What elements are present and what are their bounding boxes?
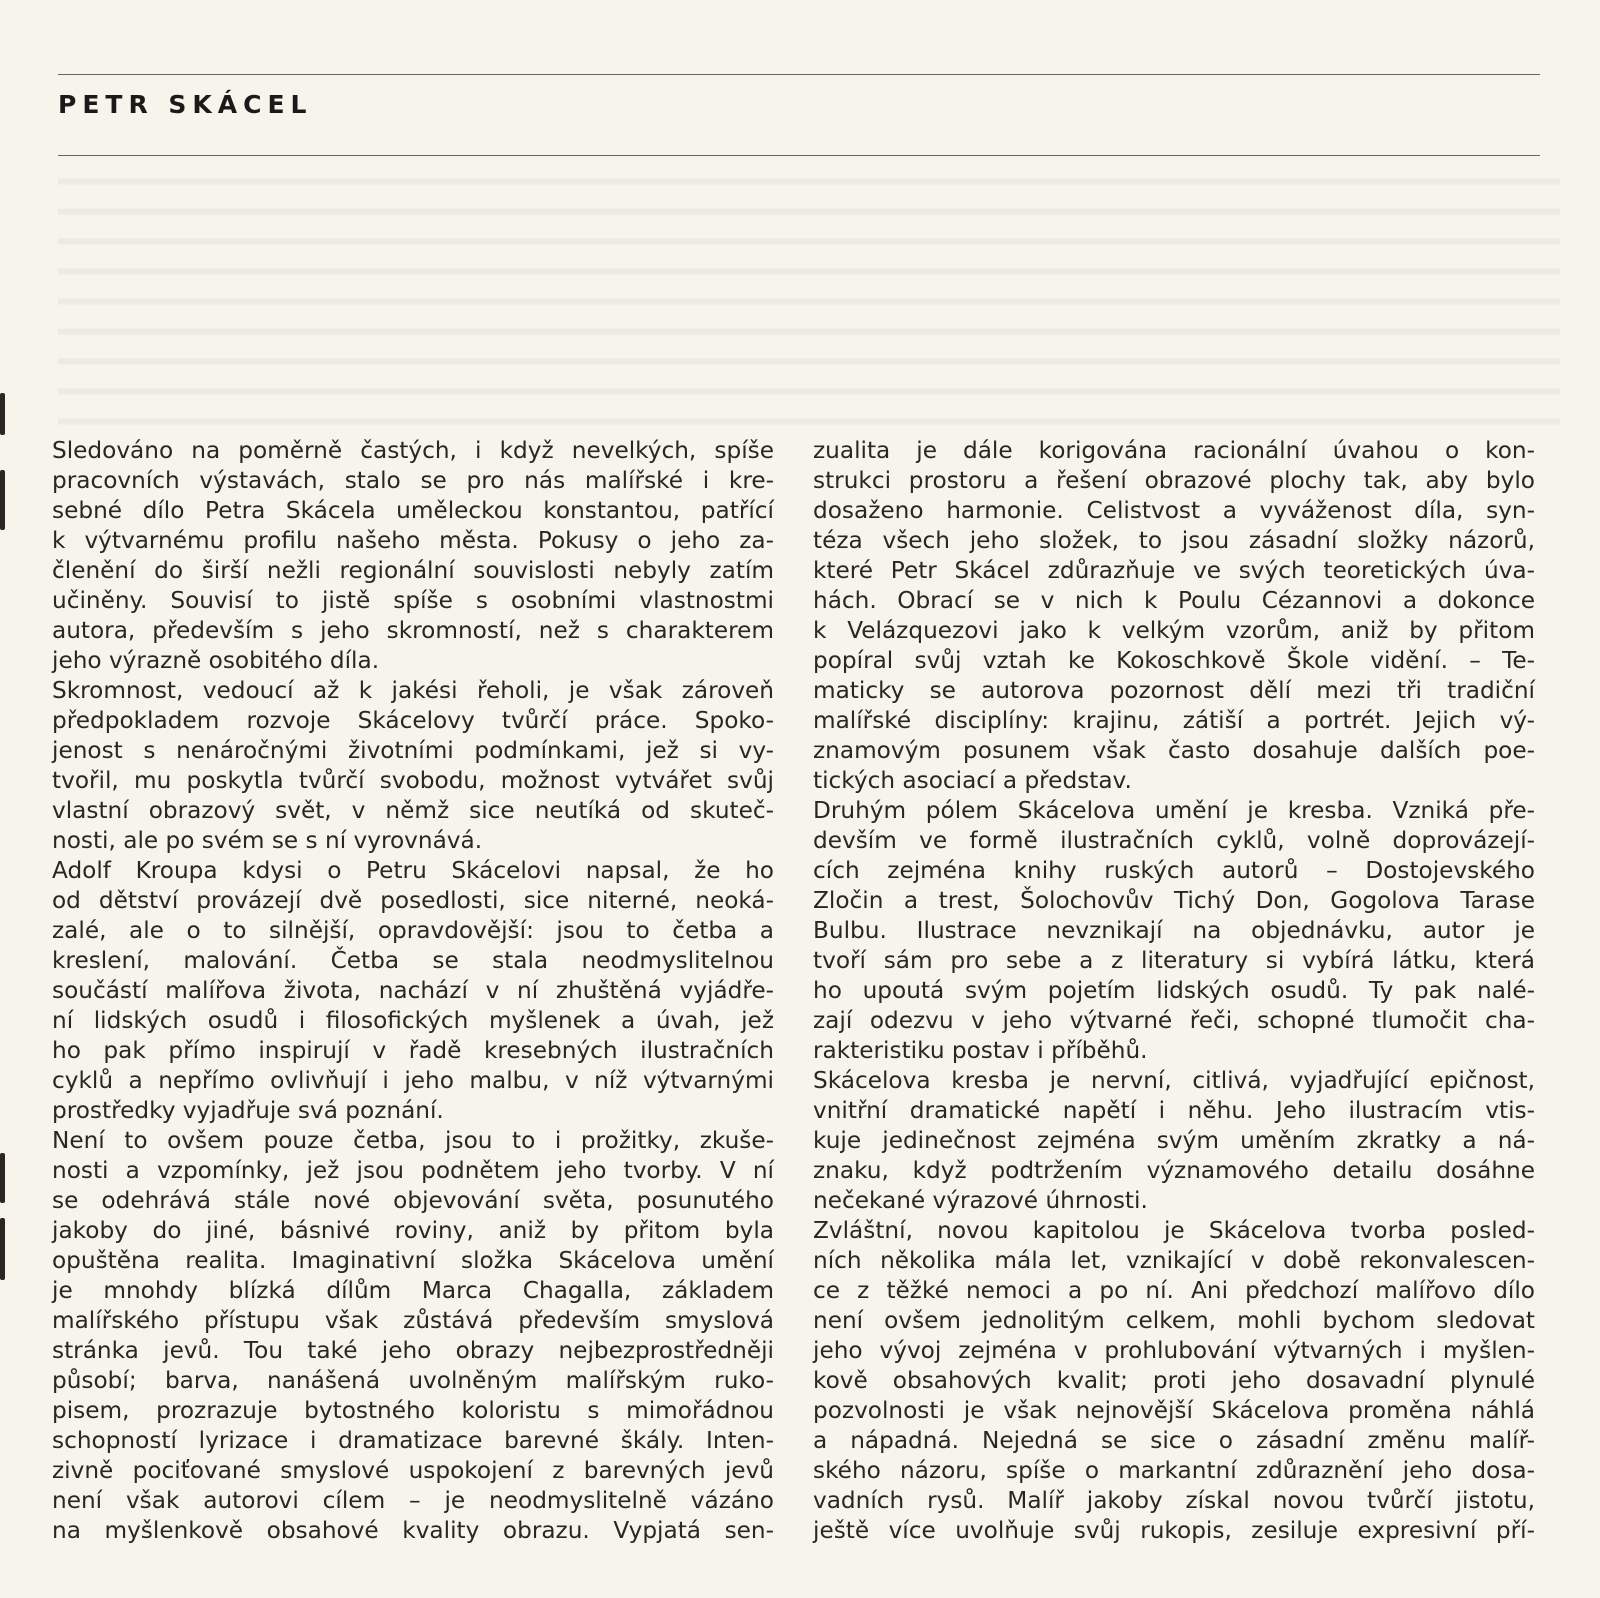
text-line: ní lidských osudů i filosofických myšlenek a úvah, jež — [52, 1007, 774, 1034]
text-line: k výtvarnému profilu našeho města. Pokusy o jeho za- — [52, 527, 774, 554]
text-line: členění do širší nežli regionální souvislosti nebyly zatím — [52, 557, 774, 584]
text-line: rakteristiku postav i příběhů. — [813, 1037, 1148, 1064]
text-line: ho pak přímo inspirují v řadě kresebných ilustračních — [52, 1037, 774, 1064]
text-line: jakoby do jiné, básnivé roviny, aniž by přitom byla — [52, 1217, 774, 1244]
text-line: schopností lyrizace i dramatizace barevné škály. Inten- — [52, 1427, 774, 1454]
text-line: tických asociací a představ. — [813, 767, 1132, 794]
text-line: zivně pociťované smyslové uspokojení z barevných jevů — [52, 1457, 774, 1484]
text-line: Druhým pólem Skácelova umění je kresba. Vzniká pře- — [813, 797, 1535, 824]
text-line: zualita je dále korigována racionální úvahou o kon- — [813, 437, 1535, 464]
text-line: vnitřní dramatické napětí i něhu. Jeho ilustracím vtis- — [813, 1097, 1535, 1124]
show-through-area — [58, 160, 1560, 430]
text-line: není však autorovi cílem – je neodmyslitelně vázáno — [52, 1487, 774, 1514]
text-line: maticky se autorova pozornost dělí mezi tři tradiční — [813, 677, 1535, 704]
text-line: strukci prostoru a řešení obrazové plochy tak, aby bylo — [813, 467, 1535, 494]
text-line: zají odezvu v jeho výtvarné řeči, schopné tlumočit cha- — [813, 1007, 1535, 1034]
text-line: je mnohdy blízká dílům Marca Chagalla, základem — [52, 1277, 774, 1304]
text-line: vlastní obrazový svět, v němž sice neutíká od skuteč- — [52, 797, 774, 824]
text-line: se odehrává stále nové objevování světa, posunutého — [52, 1187, 774, 1214]
text-line: Bulbu. Ilustrace nevznikají na objednávku, autor je — [813, 917, 1535, 944]
heading-rule — [58, 155, 1540, 156]
text-line: jenost s nenáročnými životními podmínkami, jež si vy- — [52, 737, 774, 764]
text-line: Skácelova kresba je nervní, citlivá, vyjadřující epičnost, — [813, 1067, 1535, 1094]
text-line: nosti a vzpomínky, jež jsou podnětem jeho tvorby. V ní — [52, 1157, 774, 1184]
text-line: tvořil, mu poskytla tvůrčí svobodu, možnost vytvářet svůj — [52, 767, 774, 794]
text-line: hách. Obrací se v nich k Poulu Cézannovi a dokonce — [813, 587, 1535, 614]
text-line: tvoří sám pro sebe a z literatury si vybírá látku, která — [813, 947, 1535, 974]
text-line: jeho výrazně osobitého díla. — [52, 647, 380, 674]
text-line: působí; barva, nanášená uvolněným malířským ruko- — [52, 1367, 774, 1394]
binding-staple-mark — [0, 1218, 5, 1280]
text-line: ních několika mála let, vznikající v době rekonvalescen- — [813, 1247, 1535, 1274]
text-line: znaku, když podtržením významového detailu dosáhne — [813, 1157, 1535, 1184]
text-line: Adolf Kroupa kdysi o Petru Skácelovi napsal, že ho — [52, 857, 774, 884]
text-line: devším ve formě ilustračních cyklů, volně doprovázejí- — [813, 827, 1535, 854]
text-line: jeho vývoj zejména v prohlubování výtvarných i myšlen- — [813, 1337, 1535, 1364]
text-line: Zločin a trest, Šolochovův Tichý Don, Gogolova Tarase — [813, 887, 1535, 914]
text-line: pracovních výstavách, stalo se pro nás malířské i kre- — [52, 467, 774, 494]
text-line: znamovým posunem však často dosahuje dalších poe- — [813, 737, 1535, 764]
text-line: téza všech jeho složek, to jsou zásadní složky názorů, — [813, 527, 1535, 554]
text-line: Skromnost, vedoucí až k jakési řeholi, je však zároveň — [52, 677, 774, 704]
page-heading: PETR SKÁCEL — [58, 90, 313, 119]
text-line: kově obsahových kvalit; proti jeho dosavadní plynulé — [813, 1367, 1535, 1394]
text-line: popíral svůj vztah ke Kokoschkově Škole vidění. – Te- — [813, 647, 1535, 674]
text-line: Není to ovšem pouze četba, jsou to i prožitky, zkuše- — [52, 1127, 774, 1154]
text-line: ještě více uvolňuje svůj rukopis, zesiluje expresivní pří- — [813, 1517, 1535, 1544]
text-line: stránka jevů. Tou také jeho obrazy nejbezprostředněji — [52, 1337, 774, 1364]
text-line: zalé, ale o to silnější, opravdovější: jsou to četba a — [52, 917, 774, 944]
binding-staple-mark — [0, 1153, 5, 1203]
text-line: k Velázquezovi jako k velkým vzorům, aniž by přitom — [813, 617, 1535, 644]
text-line: které Petr Skácel zdůrazňuje ve svých teoretických úva- — [813, 557, 1535, 584]
text-line: nosti, ale po svém se s ní vyrovnává. — [52, 827, 483, 854]
text-line: vadních rysů. Malíř jakoby získal novou tvůrčí jistotu, — [813, 1487, 1535, 1514]
text-line: není ovšem jednolitým celkem, mohli bychom sledovat — [813, 1307, 1535, 1334]
text-line: ho upoutá svým pojetím lidských osudů. Ty pak nalé- — [813, 977, 1535, 1004]
text-line: Zvláštní, novou kapitolou je Skácelova tvorba posled- — [813, 1217, 1535, 1244]
binding-staple-mark — [0, 470, 5, 530]
text-line: cích zejména knihy ruských autorů – Dostojevského — [813, 857, 1535, 884]
binding-staple-mark — [0, 393, 5, 435]
text-line: autora, především s jeho skromností, než s charakterem — [52, 617, 774, 644]
text-line: opuštěna realita. Imaginativní složka Skácelova umění — [52, 1247, 774, 1274]
text-line: ce z těžké nemoci a po ní. Ani předchozí malířovo dílo — [813, 1277, 1535, 1304]
text-line: pisem, prozrazuje bytostného koloristu s mimořádnou — [52, 1397, 774, 1424]
text-line: dosaženo harmonie. Celistvost a vyváženost díla, syn- — [813, 497, 1535, 524]
text-line: součástí malířova života, nachází v ní zhuštěná vyjádře- — [52, 977, 774, 1004]
text-line: a nápadná. Nejedná se sice o zásadní změnu malíř- — [813, 1427, 1535, 1454]
text-line: ského názoru, spíše o markantní zdůraznění jeho dosa- — [813, 1457, 1535, 1484]
text-line: nečekané výrazové úhrnosti. — [813, 1187, 1148, 1214]
top-rule — [58, 74, 1540, 75]
text-line: učiněny. Souvisí to jistě spíše s osobními vlastnostmi — [52, 587, 774, 614]
text-line: cyklů a nepřímo ovlivňují i jeho malbu, v níž výtvarnými — [52, 1067, 774, 1094]
text-line: kreslení, malování. Četba se stala neodmyslitelnou — [52, 947, 774, 974]
text-line: pozvolnosti je však nejnovější Skácelova proměna náhlá — [813, 1397, 1535, 1424]
text-line: malířské disciplíny: krajinu, zátiší a portrét. Jejich vý- — [813, 707, 1535, 734]
text-line: kuje jedinečnost zejména svým uměním zkratky a ná- — [813, 1127, 1535, 1154]
text-line: Sledováno na poměrně častých, i když nevelkých, spíše — [52, 437, 774, 464]
text-line: od dětství provázejí dvě posedlosti, sice niterné, neoká- — [52, 887, 774, 914]
text-column-left — [52, 436, 774, 1546]
text-line: malířského přístupu však zůstává především smyslová — [52, 1307, 774, 1334]
text-column-right — [813, 436, 1535, 1546]
text-line: prostředky vyjadřuje svá poznání. — [52, 1097, 444, 1124]
text-line: předpokladem rozvoje Skácelovy tvůrčí práce. Spoko- — [52, 707, 774, 734]
text-line: sebné dílo Petra Skácela uměleckou konstantou, patřící — [52, 497, 774, 524]
text-line: na myšlenkově obsahové kvality obrazu. Vypjatá sen- — [52, 1517, 774, 1544]
